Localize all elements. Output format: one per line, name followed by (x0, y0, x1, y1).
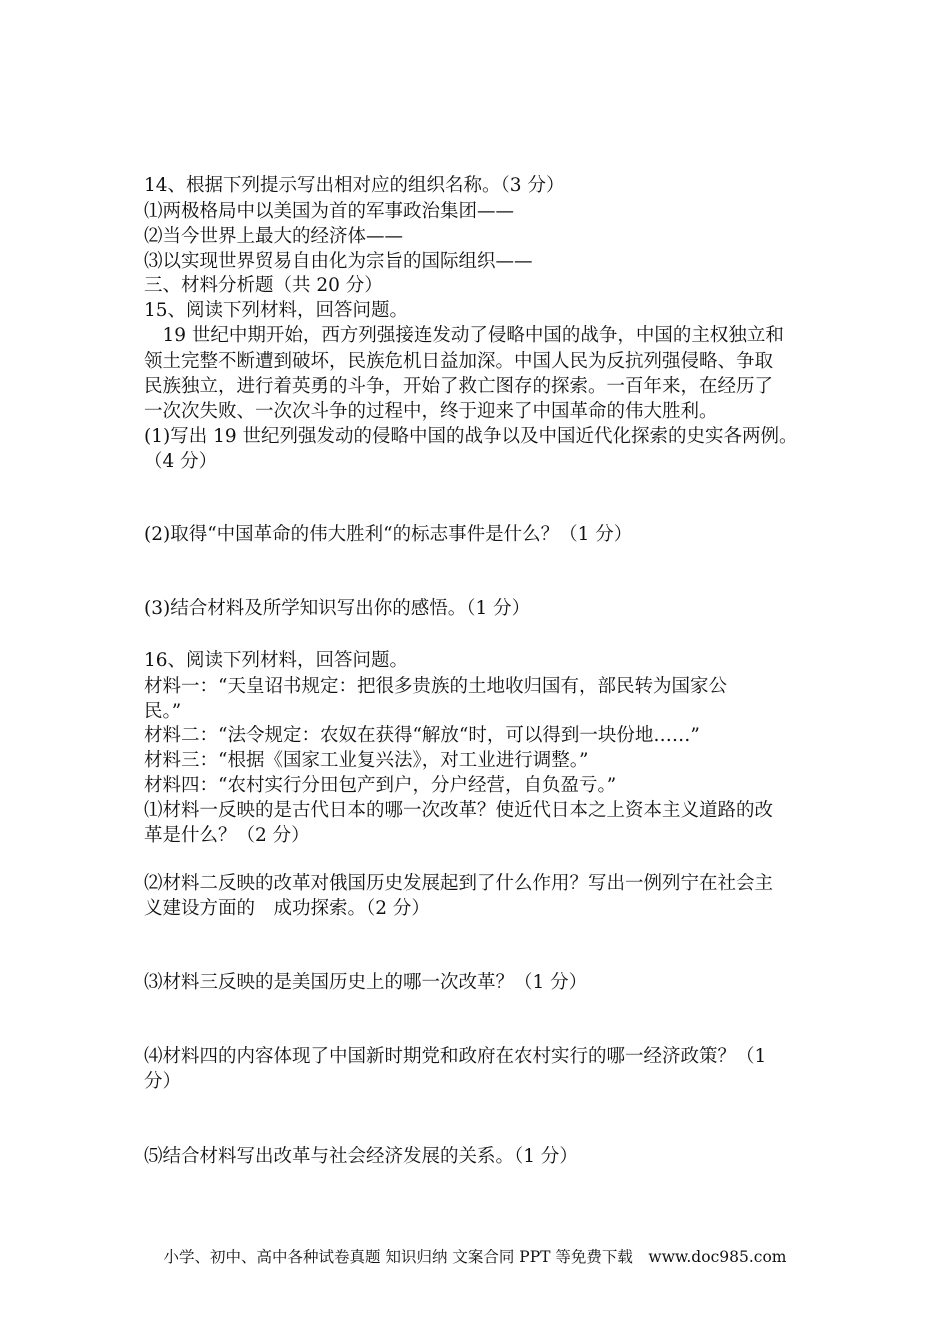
page-footer: 小学、初中、高中各种试卷真题 知识归纳 文案合同 PPT 等免费下载 www.doc985.com (163, 1248, 787, 1266)
q16-material-1: 材料一：“天皇诏书规定：把很多贵族的土地收归国有，部民转为国家公 (144, 676, 727, 697)
q16-sub-2: ⑵材料二反映的改革对俄国历史发展起到了什么作用？写出一例列宁在社会主 (144, 873, 774, 894)
q14-item-2: ⑵当今世界上最大的经济体—— (144, 226, 404, 247)
q16-sub-3: ⑶材料三反映的是美国历史上的哪一次改革？（1 分） (144, 972, 588, 993)
q15-sub-3: (3)结合材料及所学知识写出你的感悟。（1 分） (144, 598, 531, 619)
q14-item-1: ⑴两极格局中以美国为首的军事政治集团—— (144, 201, 515, 222)
q16-sub-4: ⑷材料四的内容体现了中国新时期党和政府在农村实行的哪一经济政策？（1 (144, 1046, 767, 1067)
q16-material-1-cont: 民。” (144, 701, 182, 722)
q16-sub-4-cont: 分） (144, 1071, 182, 1092)
q16-sub-1: ⑴材料一反映的是古代日本的哪一次改革？使近代日本之上资本主义道路的改 (144, 800, 774, 821)
q15-material-line-4: 一次次失败、一次次斗争的过程中，终于迎来了中国革命的伟大胜利。 (144, 401, 718, 422)
q15-sub-2: (2)取得“中国革命的伟大胜利“的标志事件是什么？（1 分） (144, 524, 633, 545)
q16-material-4: 材料四：“农村实行分田包产到户，分户经营，自负盈亏。” (144, 775, 617, 796)
q14-item-3: ⑶以实现世界贸易自由化为宗旨的国际组织—— (144, 251, 533, 272)
q15-material-line-3: 民族独立，进行着英勇的斗争，开始了救亡图存的探索。一百年来，在经历了 (144, 376, 774, 397)
q16-sub-1-cont: 革是什么？（2 分） (144, 825, 310, 846)
q16-sub-5: ⑸结合材料写出改革与社会经济发展的关系。（1 分） (144, 1146, 578, 1167)
q15-material-line-1: 19 世纪中期开始，西方列强接连发动了侵略中国的战争，中国的主权独立和 (144, 325, 784, 346)
q14-title: 14、根据下列提示写出相对应的组织名称。（3 分） (144, 175, 565, 196)
q16-title: 16、阅读下列材料，回答问题。 (144, 650, 409, 671)
q15-title: 15、阅读下列材料，回答问题。 (144, 300, 409, 321)
q16-sub-2-cont: 义建设方面的 成功探索。（2 分） (144, 898, 430, 919)
q15-sub-1: (1)写出 19 世纪列强发动的侵略中国的战争以及中国近代化探索的史实各两例。 (144, 426, 798, 447)
q16-material-3: 材料三：“根据《国家工业复兴法》，对工业进行调整。” (144, 750, 589, 771)
section-3-heading: 三、材料分析题（共 20 分） (144, 275, 383, 296)
q15-material-line-2: 领土完整不断遭到破坏，民族危机日益加深。中国人民为反抗列强侵略、争取 (144, 351, 774, 372)
q16-material-2: 材料二：“法令规定：农奴在获得“解放“时，可以得到一块份地……” (144, 725, 700, 746)
q15-sub-1-score: （4 分） (144, 451, 218, 472)
